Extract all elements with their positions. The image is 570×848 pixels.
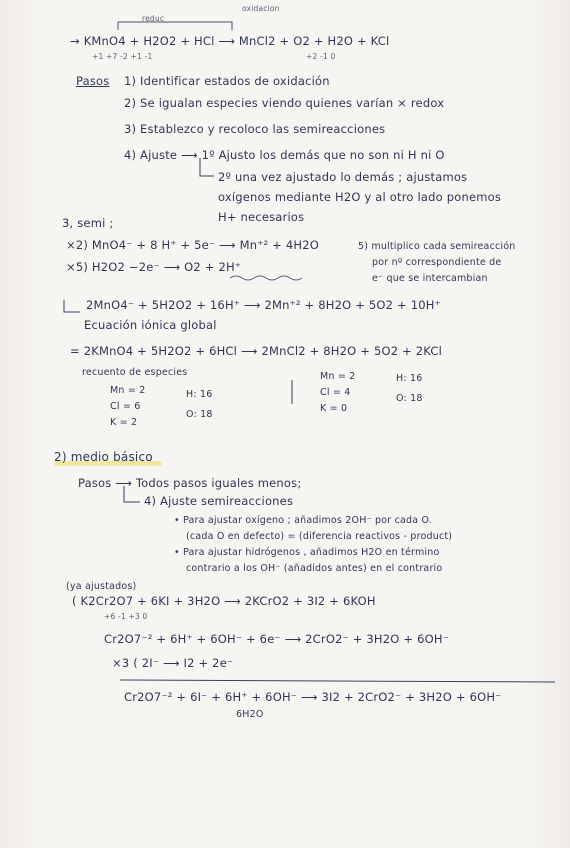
paso-2: 2) Se igualan especies viendo quienes varían × redox (124, 96, 445, 110)
equation-1: → KMnO4 + H2O2 + HCl ⟶ MnCl2 + O2 + H2O + KCl (70, 34, 390, 48)
semi-label: 3, semi ; (62, 216, 114, 230)
equation-2-ox: +6 -1 +3 0 (104, 612, 148, 621)
equation-3: Cr2O7⁻² + 6H⁺ + 6OH⁻ + 6e⁻ ⟶ 2CrO2⁻ + 3H2O + 6OH⁻ (104, 632, 449, 646)
recuento-left-o: O: 18 (186, 409, 213, 420)
bracket-label: reduc (142, 14, 165, 23)
global-equation: = 2KMnO4 + 5H2O2 + 6HCl ⟶ 2MnCl2 + 8H2O + 5O2 + 2KCl (70, 344, 443, 358)
paso-4-2: 2º una vez ajustado lo demás ; ajustamos (218, 170, 468, 184)
recuento-left-cl: Cl = 6 (110, 401, 141, 412)
basico-4: (cada O en defecto) = (diferencia reactivos - product) (186, 531, 453, 542)
note-5-2: por nº correspondiente de (372, 257, 502, 268)
paso-4-3: oxígenos mediante H2O y al otro lado ponemos (218, 190, 502, 204)
recuento-right-cl: Cl = 4 (320, 387, 351, 398)
equation-2: ( K2Cr2O7 + 6KI + 3H2O ⟶ 2KCrO2 + 3I2 + 6KOH (72, 594, 376, 608)
recuento-label: recuento de especies (82, 367, 188, 378)
paso-3: 3) Establezco y recoloco las semireacciones (124, 122, 386, 136)
equation-1-ox-left: +1 +7 -2 +1 -1 (92, 52, 153, 61)
ionic-label: Ecuación iónica global (84, 318, 217, 332)
basico-3: • Para ajustar oxígeno ; añadimos 2OH⁻ por cada O. (174, 515, 432, 526)
header-note: oxidacion (242, 4, 280, 13)
equation-5: Cr2O7⁻² + 6I⁻ + 6H⁺ + 6OH⁻ ⟶ 3I2 + 2CrO2⁻ + 3H2O + 6OH⁻ (124, 690, 502, 704)
semi-1: ×2) MnO4⁻ + 8 H⁺ + 5e⁻ ⟶ Mn⁺² + 4H2O (66, 238, 319, 252)
basico-5: • Para ajustar hidrógenos , añadimos H2O en término (174, 547, 440, 558)
paso-1: 1) Identificar estados de oxidación (124, 74, 330, 88)
paso-4-4: H+ necesarios (218, 210, 305, 224)
semi-2: ×5) H2O2 −2e⁻ ⟶ O2 + 2H⁺ (66, 260, 242, 274)
recuento-right-o: O: 18 (396, 393, 423, 404)
recuento-right-k: K = 0 (320, 403, 348, 414)
equation-1-ox-right: +2 -1 0 (306, 52, 336, 61)
basico-6: contrario a los OH⁻ (añadidos antes) en el contrario (186, 563, 443, 574)
recuento-left-mn: Mn = 2 (110, 385, 146, 396)
recuento-left-h: H: 16 (186, 389, 213, 400)
equation-5-sub: 6H2O (236, 709, 264, 720)
recuento-left-k: K = 2 (110, 417, 138, 428)
recuento-right-h: H: 16 (396, 373, 423, 384)
ya-ajustado: (ya ajustados) (66, 581, 137, 592)
paso-4: 4) Ajuste ⟶ 1º Ajusto los demás que no son ni H ni O (124, 148, 445, 162)
equation-4: ×3 ( 2I⁻ ⟶ I2 + 2e⁻ (112, 656, 234, 670)
ionic-equation: 2MnO4⁻ + 5H2O2 + 16H⁺ ⟶ 2Mn⁺² + 8H2O + 5O2 + 10H⁺ (86, 298, 441, 312)
recuento-right-mn: Mn = 2 (320, 371, 356, 382)
section-2-title: 2) medio básico (54, 450, 153, 464)
pasos-label: Pasos (76, 74, 110, 88)
note-5-1: 5) multiplico cada semireacción (358, 241, 516, 252)
basico-1: Pasos ⟶ Todos pasos iguales menos; (78, 476, 302, 490)
basico-2: 4) Ajuste semireacciones (144, 494, 294, 508)
note-5-3: e⁻ que se intercambian (372, 273, 488, 284)
